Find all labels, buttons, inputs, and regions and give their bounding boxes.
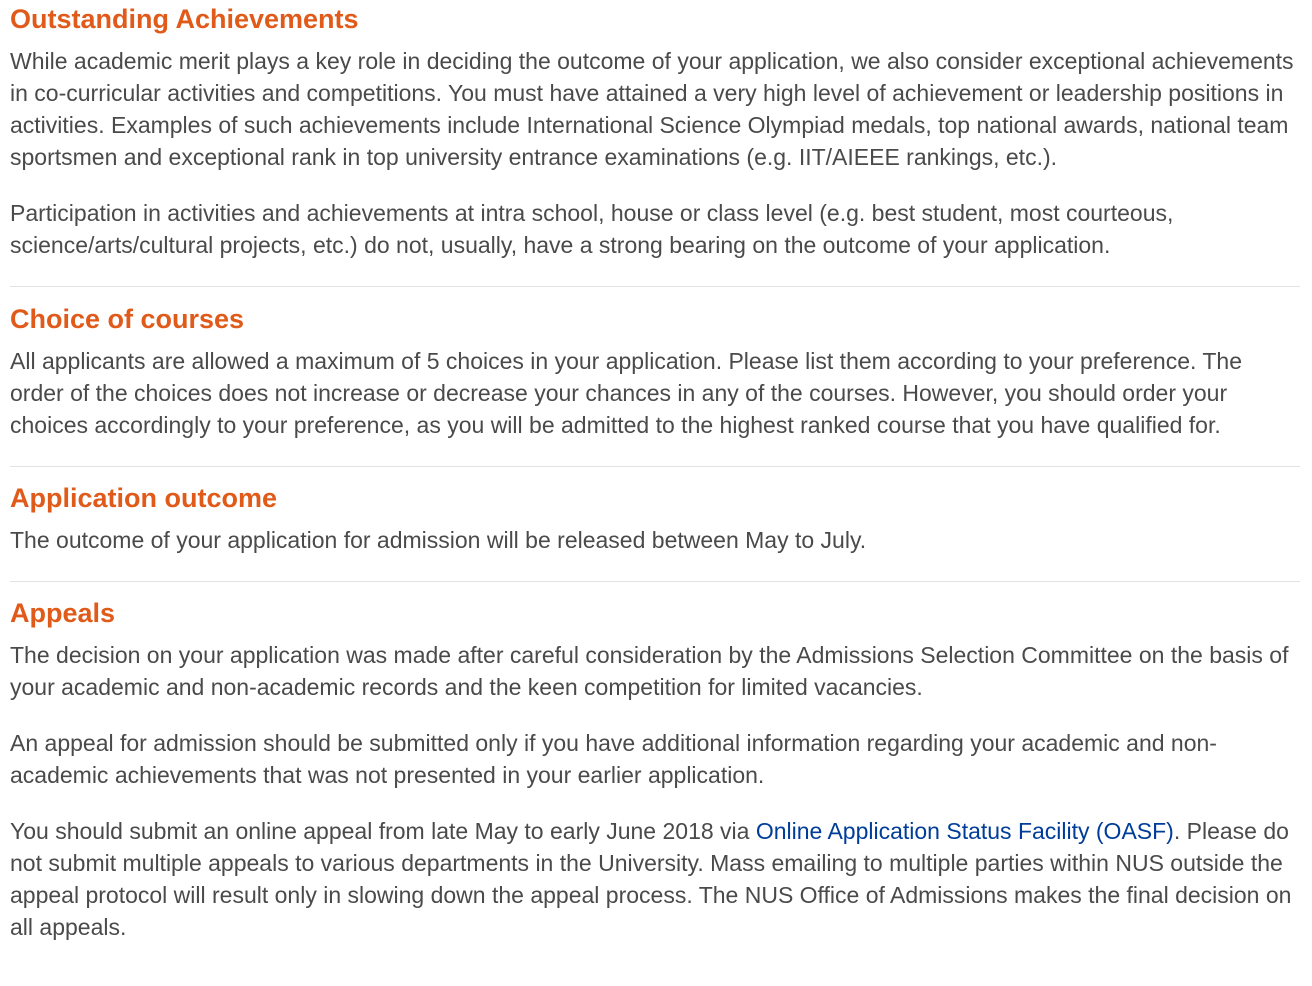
appeal-instructions-paragraph [10, 815, 1300, 943]
oasf-link[interactable]: Online Application Status Facility (OASF) [755, 818, 1174, 844]
section-paragraph: An appeal for admission should be submitted only if you have additional information regarding your academic and non-academic achievements that was not presented in your earlier application. [10, 730, 1217, 788]
section-paragraph: The decision on your application was made after careful consideration by the Admissions Selection Committee on the basis of your academic and non-academic records and the keen competition for limited vacancies. [10, 642, 1289, 700]
section-application-outcome [10, 467, 1300, 581]
appeal-text-before-link: You should submit an online appeal from late May to early June 2018 via [10, 818, 756, 844]
section-paragraph: All applicants are allowed a maximum of 5 choices in your application. Please list them according to your preference. The order of the choices does not increase or decrease your chances in any of the courses. However, you should order your choices accordingly to your preference, as you will be admitted to the highest ranked course that you have qualified for. [10, 348, 1242, 438]
section-paragraph: Participation in activities and achievements at intra school, house or class level (e.g. best student, most courteous, science/arts/cultural projects, etc.) do not, usually, have a strong bearing on the outcome of your application. [10, 200, 1174, 258]
section-heading: Outstanding Achievements [10, 4, 359, 34]
section-paragraph: The outcome of your application for admission will be released between May to July. [10, 527, 867, 553]
section-choice-of-courses [10, 287, 1300, 466]
section-heading: Application outcome [10, 483, 278, 513]
section-paragraph: While academic merit plays a key role in deciding the outcome of your application, we also consider exceptional achievements in co-curricular activities and competitions. You must have attained a very high level of achievement or leadership positions in activities. Examples of such achievements include International Science Olympiad medals, top national awards, national team sportsmen and exceptional rank in top university entrance examinations (e.g. IIT/AIEEE rankings, etc.). [10, 48, 1294, 170]
section-heading: Appeals [10, 598, 116, 628]
section-appeals [10, 582, 1300, 943]
section-outstanding-achievements [10, 0, 1300, 286]
appeal-text-after-link: . Please do not submit multiple appeals to various departments in the University. Mass emailing to multiple parties within NUS outside the appeal protocol will result only in slowing down the appeal process. The NUS Office of Admissions makes the final decision on all appeals. [10, 818, 1292, 940]
section-heading: Choice of courses [10, 304, 245, 334]
